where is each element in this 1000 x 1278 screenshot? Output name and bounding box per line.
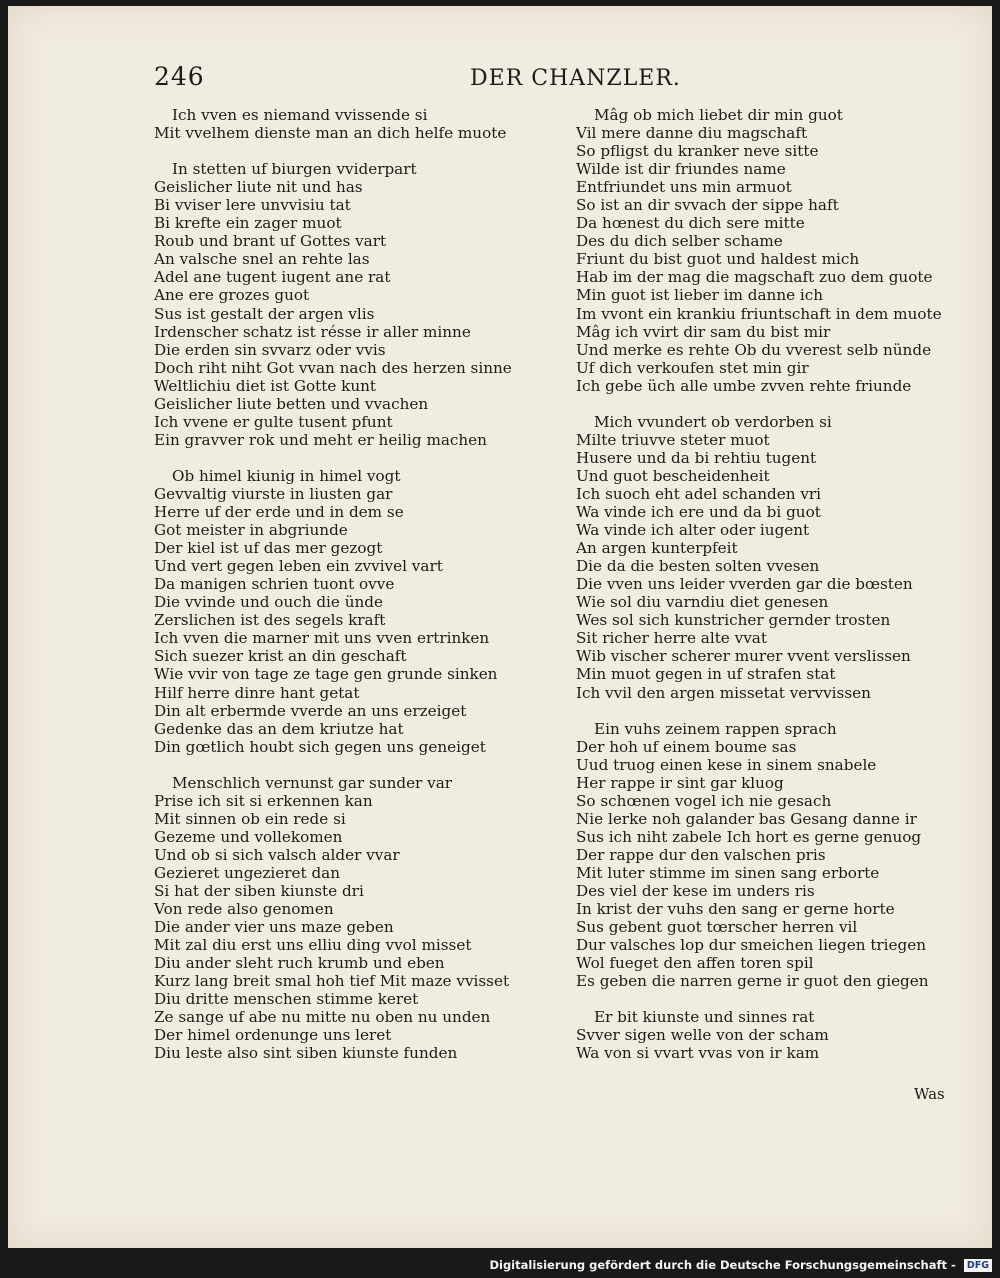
verse-line: Und merke es rehte Ob du vverest selb nünde — [576, 340, 932, 359]
verse-line: Wib vischer scherer murer vvent verslissen — [576, 647, 911, 666]
verse-line: Im vvont ein krankiu friuntschaft in dem muote — [576, 304, 942, 323]
verse-line: Dur valsches lop dur smeichen liegen triegen — [576, 936, 927, 955]
verse-line: Es geben die narren gerne ir guot den giegen — [576, 972, 929, 991]
verse-line: Gedenke das an dem kriutze hat — [154, 719, 404, 738]
stanza — [154, 467, 554, 756]
verse-line: Sus ist gestalt der argen vlis — [154, 304, 375, 323]
verse-line: Des viel der kese im unders ris — [576, 882, 815, 901]
page-number: 246 — [154, 62, 205, 91]
verse-line: Svver sigen welle von der scham — [576, 1026, 829, 1045]
right-text-column — [576, 106, 976, 1062]
verse-line: Sit richer herre alte vvat — [576, 629, 767, 648]
stanza — [576, 1008, 976, 1062]
verse-line: An valsche snel an rehte las — [154, 250, 370, 269]
verse-line: Die vven uns leider vverden gar die bœsten — [576, 575, 913, 594]
verse-line: Ich vvil den argen missetat vervvissen — [576, 683, 871, 702]
verse-line: Weltlichiu diet ist Gotte kunt — [154, 376, 377, 395]
verse-line: Er bit kiunste und sinnes rat — [594, 1008, 815, 1027]
verse-line: Mâg ob mich liebet dir min guot — [594, 106, 843, 124]
verse-line: Der hoh uf einem boume sas — [576, 737, 797, 756]
verse-line: Uud truog einen kese in sinem snabele — [576, 755, 877, 774]
verse-line: Min muot gegen in uf strafen stat — [576, 665, 836, 684]
verse-line: Roub und brant uf Gottes vart — [154, 232, 387, 251]
verse-line: Und vert gegen leben ein zvvivel vart — [154, 557, 443, 576]
verse-line: Von rede also genomen — [154, 900, 334, 919]
verse-line: Ich vven es niemand vvissende si — [172, 106, 428, 124]
left-text-column — [154, 106, 554, 1062]
stanza — [576, 720, 976, 991]
verse-line: Hab im der mag die magschaft zuo dem guote — [576, 268, 933, 287]
verse-line: In krist der vuhs den sang er gerne horte — [576, 900, 895, 919]
verse-line: Wilde ist dir friundes name — [576, 160, 786, 179]
verse-line: An argen kunterpfeit — [576, 539, 738, 558]
verse-line: Din alt erbermde vverde an uns erzeiget — [154, 701, 467, 720]
verse-line: Bi krefte ein zager muot — [154, 214, 342, 233]
verse-line: Ich vvene er gulte tusent pfunt — [154, 412, 393, 431]
dfg-logo: DFG — [964, 1259, 992, 1272]
verse-line: Da manigen schrien tuont ovve — [154, 575, 395, 594]
verse-line: So ist an dir svvach der sippe haft — [576, 196, 839, 215]
verse-line: Wol fueget den affen toren spil — [576, 954, 814, 973]
verse-line: Mit sinnen ob ein rede si — [154, 809, 346, 828]
verse-line: Die da die besten solten vvesen — [576, 557, 820, 576]
verse-line: Wa vinde ich ere und da bi guot — [576, 503, 821, 522]
verse-line: Und guot bescheidenheit — [576, 466, 770, 485]
verse-line: Ein vuhs zeinem rappen sprach — [594, 719, 837, 738]
verse-line: Zerslichen ist des segels kraft — [154, 611, 386, 630]
verse-line: Sich suezer krist an din geschaft — [154, 647, 407, 666]
verse-line: Und ob si sich valsch alder vvar — [154, 845, 400, 864]
verse-line: Vil mere danne diu magschaft — [576, 124, 808, 143]
verse-line: Entfriundet uns min armuot — [576, 178, 792, 197]
book-page — [8, 6, 992, 1248]
verse-line: Mit vvelhem dienste man an dich helfe muote — [154, 124, 507, 143]
verse-line: Geislicher liute nit und has — [154, 178, 363, 197]
verse-line: Adel ane tugent iugent ane rat — [154, 268, 391, 287]
verse-line: Wie vvir von tage ze tage gen grunde sinken — [154, 665, 498, 684]
verse-line: Da hœnest du dich sere mitte — [576, 214, 805, 233]
verse-line: Gezieret ungezieret dan — [154, 863, 341, 882]
verse-line: Der kiel ist uf das mer gezogt — [154, 539, 383, 558]
verse-line: Diu leste also sint siben kiunste funden — [154, 1044, 458, 1063]
verse-line: Gezeme und vollekomen — [154, 827, 343, 846]
digitization-footer — [0, 1258, 992, 1274]
verse-line: Die ander vier uns maze geben — [154, 918, 394, 937]
verse-line: Doch riht niht Got vvan nach des herzen sinne — [154, 358, 512, 377]
verse-line: Sus gebent guot tœrscher herren vil — [576, 918, 858, 937]
stanza — [154, 160, 554, 449]
footer-text: Digitalisierung gefördert durch die Deutsche Forschungsgemeinschaft - — [489, 1258, 956, 1272]
verse-line: Mich vvundert ob verdorben si — [594, 412, 832, 431]
verse-line: Din gœtlich houbt sich gegen uns geneiget — [154, 737, 486, 756]
running-title: DER CHANZLER. — [470, 66, 681, 91]
verse-line: So schœnen vogel ich nie gesach — [576, 791, 832, 810]
verse-line: Prise ich sit si erkennen kan — [154, 791, 373, 810]
verse-line: Friunt du bist guot und haldest mich — [576, 250, 860, 269]
verse-line: Milte triuvve steter muot — [576, 430, 770, 449]
verse-line: Des du dich selber schame — [576, 232, 783, 251]
verse-line: Nie lerke noh galander bas Gesang danne ir — [576, 809, 917, 828]
verse-line: Sus ich niht zabele Ich hort es gerne genuog — [576, 827, 922, 846]
verse-line: Die erden sin svvarz oder vvis — [154, 340, 386, 359]
stanza — [154, 774, 554, 1063]
verse-line: Ich vven die marner mit uns vven ertrinken — [154, 629, 490, 648]
verse-line: In stetten uf biurgen vviderpart — [172, 160, 417, 179]
verse-line: Geislicher liute betten und vvachen — [154, 394, 429, 413]
page-header — [8, 62, 992, 96]
verse-line: Her rappe ir sint gar kluog — [576, 773, 784, 792]
verse-line: Ze sange uf abe nu mitte nu oben nu unden — [154, 1008, 491, 1027]
verse-line: Mâg ich vvirt dir sam du bist mir — [576, 322, 831, 341]
verse-line: Min guot ist lieber im danne ich — [576, 286, 824, 305]
verse-line: Diu ander sleht ruch krumb und eben — [154, 954, 445, 973]
verse-line: Got meister in abgriunde — [154, 521, 348, 540]
stanza — [154, 106, 554, 142]
verse-line: Mit luter stimme im sinen sang erborte — [576, 863, 880, 882]
verse-line: Kurz lang breit smal hoh tief Mit maze vvisset — [154, 972, 510, 991]
verse-line: Ob himel kiunig in himel vogt — [172, 466, 401, 485]
verse-line: Herre uf der erde und in dem se — [154, 503, 404, 522]
verse-line: Wie sol diu varndiu diet genesen — [576, 593, 829, 612]
verse-line: Gevvaltig viurste in liusten gar — [154, 484, 393, 503]
stanza — [576, 106, 976, 395]
verse-line: Si hat der siben kiunste dri — [154, 882, 364, 901]
verse-line: Ich suoch eht adel schanden vri — [576, 484, 822, 503]
verse-line: Husere und da bi rehtiu tugent — [576, 448, 817, 467]
verse-line: Bi vviser lere unvvisiu tat — [154, 196, 351, 215]
verse-line: Ich gebe üch alle umbe zvven rehte friunde — [576, 376, 912, 395]
verse-line: Mit zal diu erst uns elliu ding vvol misset — [154, 936, 472, 955]
verse-line: Der rappe dur den valschen pris — [576, 845, 826, 864]
verse-line: Uf dich verkoufen stet min gir — [576, 358, 809, 377]
verse-line: Der himel ordenunge uns leret — [154, 1026, 392, 1045]
verse-line: Wa von si vvart vvas von ir kam — [576, 1044, 820, 1063]
verse-line: Wa vinde ich alter oder iugent — [576, 521, 810, 540]
verse-line: Wes sol sich kunstricher gernder trosten — [576, 611, 891, 630]
stanza — [576, 413, 976, 702]
verse-line: Menschlich vernunst gar sunder var — [172, 773, 453, 792]
verse-line: Irdenscher schatz ist résse ir aller minne — [154, 322, 471, 341]
verse-line: Diu dritte menschen stimme keret — [154, 990, 419, 1009]
verse-line: Die vvinde und ouch die ünde — [154, 593, 384, 612]
verse-line: Ein gravver rok und meht er heilig machen — [154, 430, 487, 449]
verse-line: Hilf herre dinre hant getat — [154, 683, 360, 702]
verse-line: So pfligst du kranker neve sitte — [576, 142, 819, 161]
verse-line: Ane ere grozes guot — [154, 286, 310, 305]
catchword: Was — [914, 1085, 945, 1103]
